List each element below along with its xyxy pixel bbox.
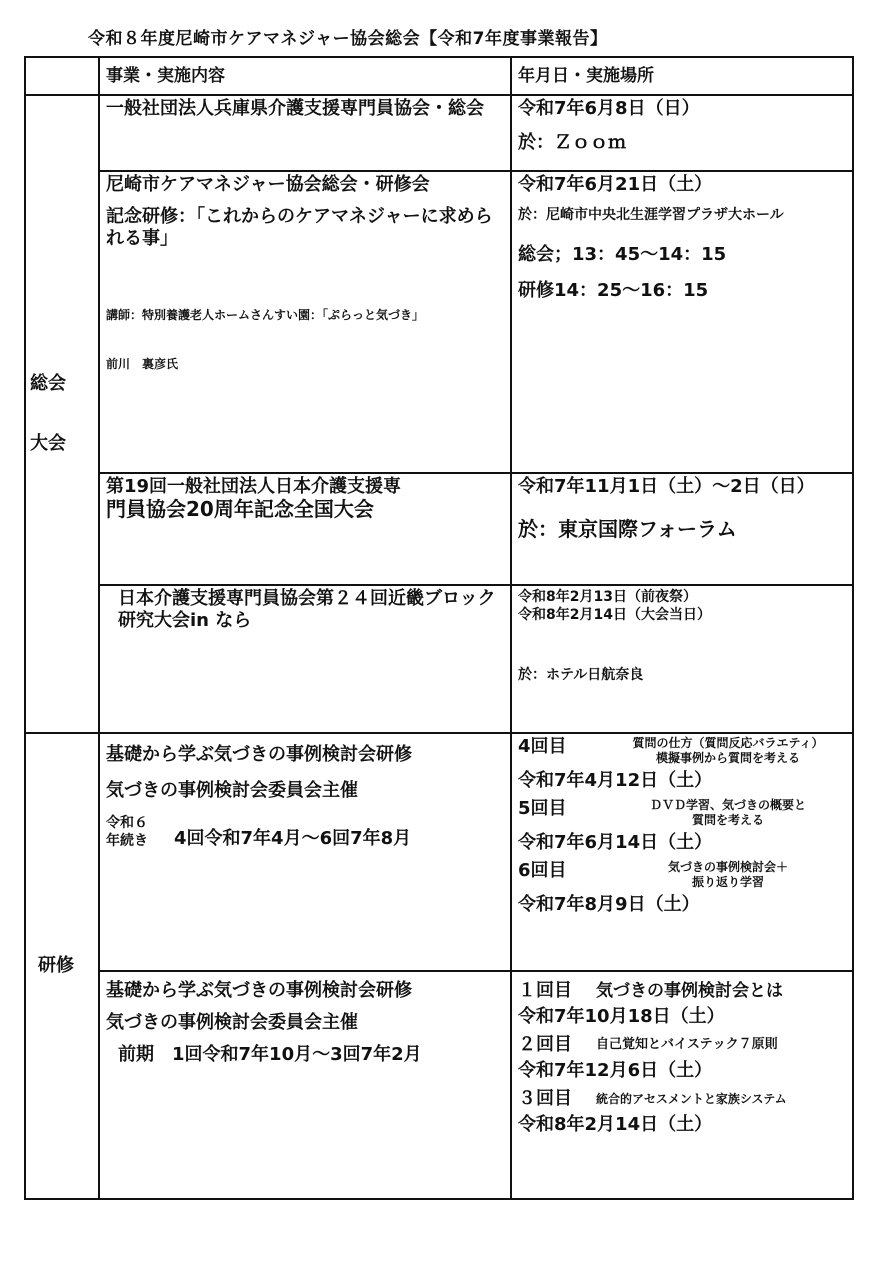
event-name: 第19回一般社団法人日本介護支援専 (106, 476, 402, 497)
date-cell (511, 473, 853, 585)
session-topic: ＤＶＤ学習、気づきの概要と 質問を考える (649, 798, 806, 827)
session-no: 6回目 (518, 860, 567, 881)
session-no: ２回目 (518, 1034, 572, 1055)
event-name: 日本介護支援専門員協会第２４回近畿ブロック研究大会in なら (118, 588, 496, 631)
table-row (25, 95, 853, 171)
event-name: 尼崎市ケアマネジャー協会総会・研修会 (106, 174, 430, 195)
training-host: 気づきの事例検討会委員会主催 (106, 780, 358, 801)
event-place: 於：尼崎市中央北生涯学習プラザ大ホール (518, 207, 784, 223)
header-blank (25, 57, 99, 95)
training-host: 気づきの事例検討会委員会主催 (106, 1012, 358, 1033)
event-place: 於：東京国際フォーラム (518, 517, 737, 541)
session-date: 令和8年2月14日（土） (518, 1114, 713, 1135)
content-cell (99, 473, 511, 585)
table-row (25, 971, 853, 1199)
content-cell (99, 733, 511, 971)
event-place: 於：Ｚｏｏｍ (518, 132, 626, 153)
header-row (25, 57, 853, 95)
session (518, 1088, 846, 1110)
content-cell (99, 585, 511, 733)
category-label: 総会 (30, 373, 66, 394)
event-date: 令和8年2月13日（前夜祭） (518, 589, 697, 605)
content-cell (99, 171, 511, 473)
table-row (25, 733, 853, 971)
event-time: 研修14：25〜16：15 (518, 280, 709, 301)
session-date: 令和7年6月14日（土） (518, 832, 713, 853)
session (518, 980, 846, 1002)
session (518, 736, 846, 766)
term-label: 年続き (106, 833, 148, 849)
event-date: 令和7年6月21日（土） (518, 174, 713, 195)
session-topic: 気づきの事例検討会＋ 振り返り学習 (667, 860, 788, 889)
date-cell (511, 171, 853, 473)
session-date: 令和7年4月12日（土） (518, 770, 713, 791)
session-topic: 自己覚知とバイステック７原則 (596, 1037, 778, 1052)
content-cell (99, 95, 511, 171)
training-term: 4回令和7年4月〜6回7年8月 (174, 828, 412, 849)
session (518, 798, 846, 828)
training-name: 基礎から学ぶ気づきの事例検討会研修 (106, 744, 412, 765)
session-no: ３回目 (518, 1088, 572, 1109)
event-date: 令和8年2月14日（大会当日） (518, 607, 711, 623)
session-date: 令和7年12月6日（土） (518, 1060, 713, 1081)
session-no: 4回目 (518, 736, 567, 757)
table-row (25, 473, 853, 585)
event-name: 門員協会20周年記念全国大会 (106, 497, 374, 521)
session-topic: 質問の仕方（質問反応バラエティ） 模擬事例から質問を考える (632, 736, 824, 765)
training-name: 基礎から学ぶ気づきの事例検討会研修 (106, 980, 412, 1001)
session-topic: 統合的アセスメントと家族システム (596, 1092, 787, 1106)
content-cell (99, 971, 511, 1199)
session-topic: 気づきの事例検討会とは (596, 981, 783, 1001)
term-label: 令和６ (106, 815, 148, 831)
lecturer: 講師：特別養護老人ホームさんすい園：「ぷらっと気づき」 (106, 308, 425, 322)
document-title: 令和８年度尼崎市ケアマネジャー協会総会【令和7年度事業報告】 (88, 29, 608, 49)
lecturer-name: 前川 裏彦氏 (106, 357, 179, 371)
session-date: 令和7年8月9日（土） (518, 894, 700, 915)
session-no: 5回目 (518, 798, 567, 819)
date-cell (511, 585, 853, 733)
event-date: 令和7年6月8日（日） (518, 98, 700, 119)
header-date-place: 年月日・実施場所 (511, 57, 853, 95)
event-time: 総会；13：45〜14：15 (518, 244, 727, 265)
session-no: １回目 (518, 980, 572, 1001)
header-content: 事業・実施内容 (99, 57, 511, 95)
date-cell (511, 971, 853, 1199)
session (518, 1034, 846, 1056)
category-label: 研修 (38, 955, 74, 976)
table-row (25, 171, 853, 473)
training-term: 前期 1回令和7年10月〜3回7年2月 (118, 1044, 422, 1065)
event-place: 於：ホテル日航奈良 (518, 667, 644, 683)
category-soukai (25, 95, 99, 733)
report-table (24, 56, 854, 1200)
session-date: 令和7年10月18日（土） (518, 1006, 725, 1027)
table-row (25, 585, 853, 733)
category-label: 大会 (30, 433, 66, 454)
event-name: 一般社団法人兵庫県介護支援専門員協会・総会 (106, 98, 484, 119)
kinen-training: 記念研修：「これからのケアマネジャーに求められる事」 (106, 206, 493, 249)
category-kenshu (25, 733, 99, 1199)
event-date: 令和7年11月1日（土）〜2日（日） (518, 476, 815, 497)
session (518, 860, 846, 890)
date-cell (511, 733, 853, 971)
date-cell (511, 95, 853, 171)
